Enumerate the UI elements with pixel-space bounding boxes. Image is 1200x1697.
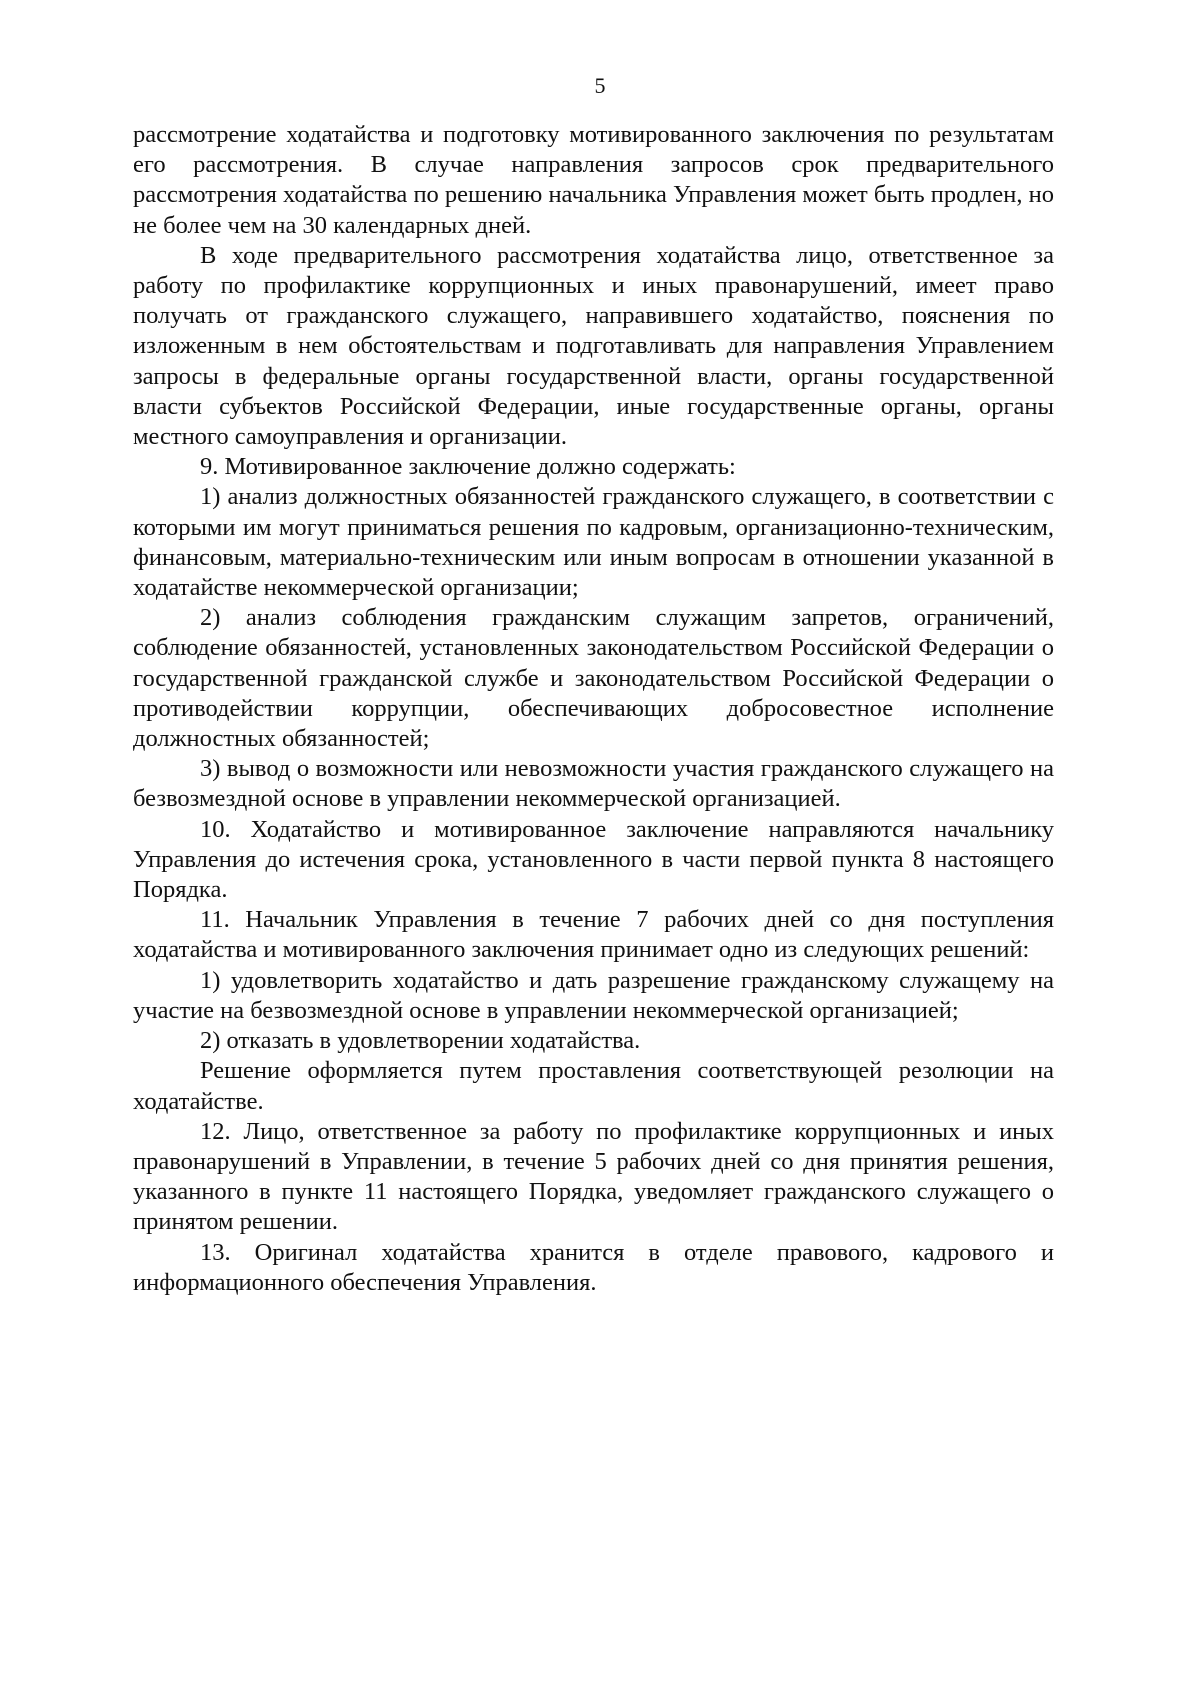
paragraph-item-9-3: 3) вывод о возможности или невозможности участия гражданского служащего на безвозмездной основе в управлении некоммерческой организацией. (133, 755, 1054, 813)
paragraph-item-11-1: 1) удовлетворить ходатайство и дать разрешение гражданскому служащему на участие на безвозмездной основе в управлении некоммерческой организацией; (133, 966, 1054, 1024)
paragraph-item-13: 13. Оригинал ходатайства хранится в отделе правового, кадрового и информационного обеспечения Управления. (133, 1238, 1054, 1296)
paragraph-item-11-2: 2) отказать в удовлетворении ходатайства. (200, 1027, 641, 1055)
document-body (133, 120, 1054, 1298)
paragraph-preliminary-review: В ходе предварительного рассмотрения ходатайства лицо, ответственное за работу по профилактике коррупционных и иных правонарушений, имеет право получать от гражданского служащего, направившего ходатайство, пояснения по изложенным в нем обстоятельствам и подготавливать для направления Управлением запросы в федеральные органы государственной власти, органы государственной власти субъектов Российской Федерации, иные государственные органы, органы местного самоуправления и организации. (133, 241, 1054, 451)
paragraph-decision-resolution: Решение оформляется путем проставления соответствующей резолюции на ходатайстве. (133, 1057, 1054, 1115)
paragraph-item-9-1: 1) анализ должностных обязанностей гражданского служащего, в соответствии с которыми им могут приниматься решения по кадровым, организационно-техническим, финансовым, материально-техническим или иным вопросам в отношении указанной в ходатайстве некоммерческой организации; (133, 483, 1054, 602)
page-number: 5 (594, 73, 606, 98)
paragraph-item-9: 9. Мотивированное заключение должно содержать: (200, 453, 736, 481)
paragraph-item-11: 11. Начальник Управления в течение 7 рабочих дней со дня поступления ходатайства и мотивированного заключения принимает одно из следующих решений: (133, 906, 1054, 964)
paragraph-item-9-2: 2) анализ соблюдения гражданским служащим запретов, ограничений, соблюдение обязанностей, установленных законодательством Российской Федерации о государственной гражданской службе и законодательством Российской Федерации о противодействии коррупции, обеспечивающих добросовестное исполнение должностных обязанностей; (133, 604, 1054, 753)
paragraph-item-12: 12. Лицо, ответственное за работу по профилактике коррупционных и иных правонарушений в Управлении, в течение 5 рабочих дней со дня принятия решения, указанного в пункте 11 настоящего Порядка, уведомляет гражданского служащего о принятом решении. (133, 1117, 1054, 1236)
paragraph-item-10: 10. Ходатайство и мотивированное заключение направляются начальнику Управления до истечения срока, установленного в части первой пункта 8 настоящего Порядка. (133, 815, 1054, 904)
paragraph-continuation: рассмотрение ходатайства и подготовку мотивированного заключения по результатам его рассмотрения. В случае направления запросов срок предварительного рассмотрения ходатайства по решению начальника Управления может быть продлен, но не более чем на 30 календарных дней. (133, 121, 1054, 239)
